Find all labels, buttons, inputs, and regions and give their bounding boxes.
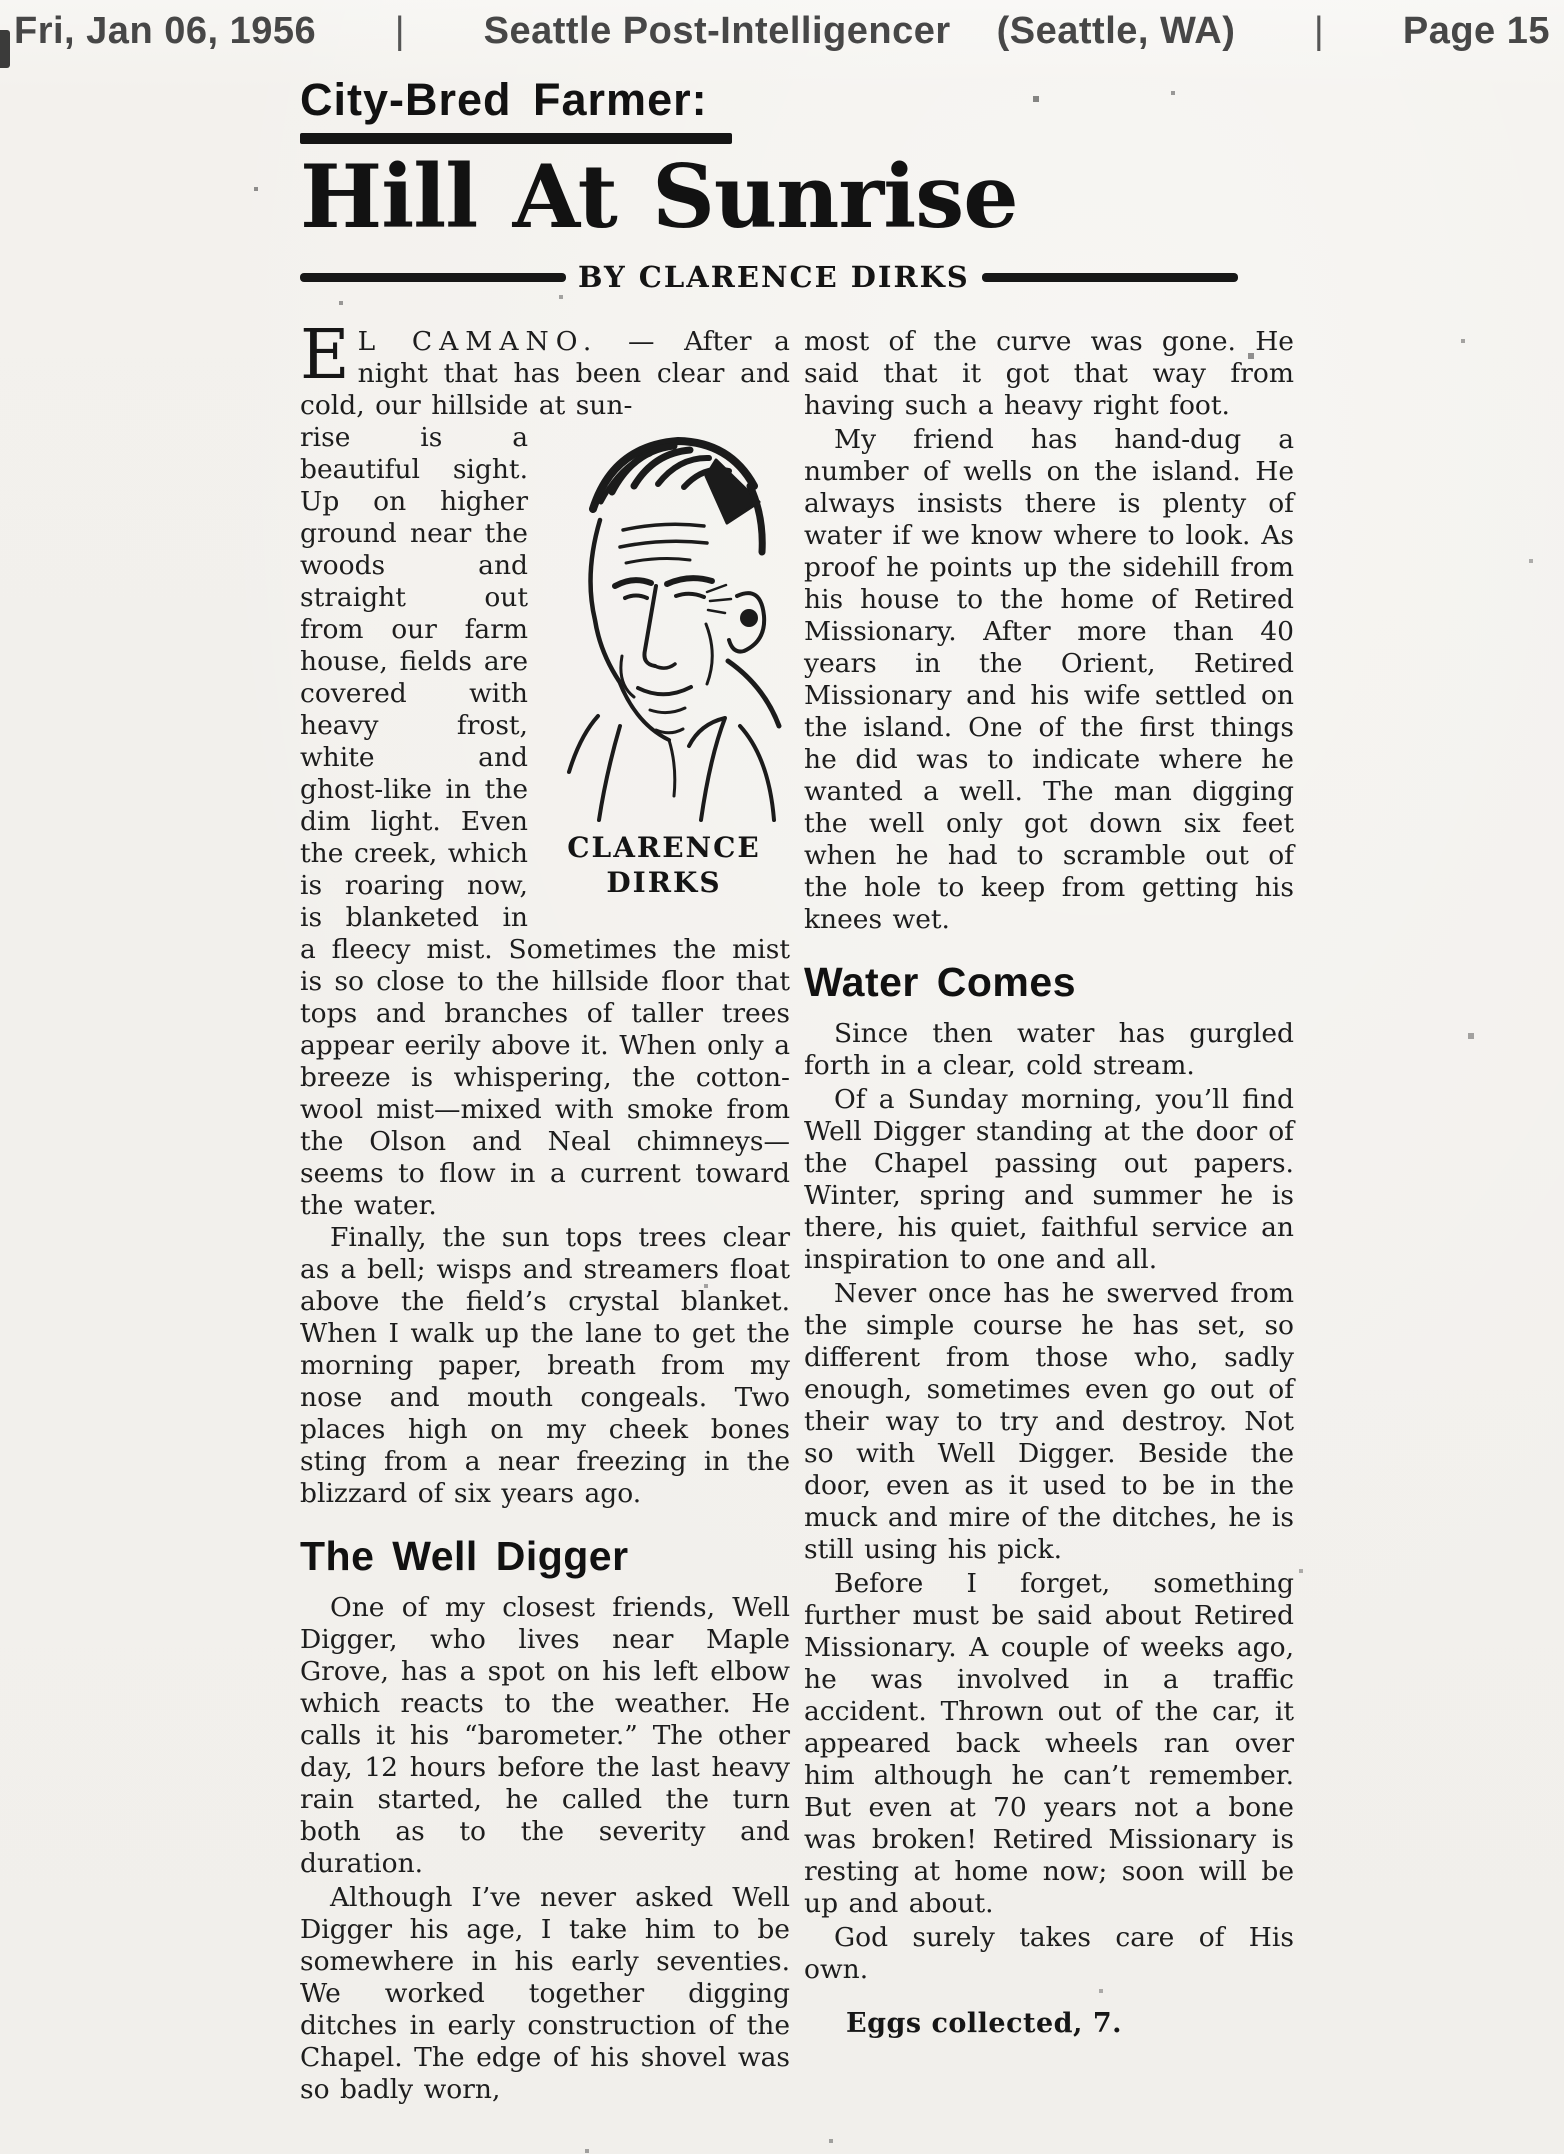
byline-text: BY CLARENCE DIRKS xyxy=(578,260,970,294)
header-page-number: Page 15 xyxy=(1402,9,1550,52)
paragraph: Finally, the sun tops trees clear as a bell; wisps and streamers float above the field’s crystal blanket. When I walk up the lane to get the morning paper, breath from my nose and mouth congeals. Two places high on my cheek bones sting from a near freezing in the blizzard of six years ago. xyxy=(300,1222,790,1509)
headline: Hill At Sunrise xyxy=(300,145,1018,248)
paragraph: God surely takes care of His own. xyxy=(804,1922,1294,1985)
portrait-caption-line: CLARENCE xyxy=(567,831,761,864)
portrait-illustration xyxy=(538,424,790,822)
header-separator: | xyxy=(394,9,406,52)
paragraph-text: rise is a beautiful sight. Up on higher ground near the woods and straight out from our farm house, fields are covered with heavy frost, white and ghost-like in the dim light. Even the creek, which is roaring now, is blanketed in a fleecy mist. Sometimes the mist is so close to the hillside floor that tops and branches of taller trees appear eerily above it. When only a breeze is whispering, the cotton-wool mist—mixed with smoke from the Olson and Neal chimneys—seems to flow in a current toward the water. xyxy=(300,422,790,1221)
paragraph-text: After a night that has been clear and cold, our hillside at sun- xyxy=(300,326,790,421)
drop-cap: E xyxy=(300,316,350,395)
column-left xyxy=(300,316,790,2106)
subhead-water-comes: Water Comes xyxy=(804,959,1076,1005)
header-separator: | xyxy=(1313,9,1325,52)
portrait-caption-line: DIRKS xyxy=(606,866,722,899)
byline-rule-left xyxy=(300,273,566,282)
header-publication: Seattle Post-Intelligencer xyxy=(483,9,951,52)
paragraph: One of my closest friends, Well Digger, who lives near Maple Grove, has a spot on his left elbow which reacts to the weather. He calls it his “barometer.” The other day, 12 hours before the last heavy rain started, he called the turn both as to the severity and duration. xyxy=(300,1592,790,1879)
paragraph: Before I forget, something further must be said about Retired Missionary. A couple of weeks ago, he was involved in a traffic accident. Thrown out of the car, it appeared back wheels ran over him although he can’t remember. But even at 70 years not a bone was broken! Retired Missionary is resting at home now; soon will be up and about. xyxy=(804,1568,1294,1919)
kicker-rule xyxy=(300,133,732,144)
paragraph: Although I’ve never asked Well Digger his age, I take him to be somewhere in his early seventies. We worked together digging ditches in early construction of the Chapel. The edge of his shovel was so badly worn, xyxy=(300,1882,790,2105)
paragraph: Of a Sunday morning, you’ll find Well Digger standing at the door of the Chapel passing out papers. Winter, spring and summer he is there, his quiet, faithful service an inspiration to one and all. xyxy=(804,1084,1294,1275)
paragraph: most of the curve was gone. He said that it got that way from having such a heavy right foot. xyxy=(804,326,1294,421)
byline xyxy=(300,260,1262,294)
kicker: City-Bred Farmer: xyxy=(300,74,708,125)
article-columns xyxy=(300,316,1300,2106)
dateline: L CAMANO. — xyxy=(357,326,662,357)
portrait-figure xyxy=(538,424,790,900)
paragraph: Since then water has gurgled forth in a clear, cold stream. xyxy=(804,1018,1294,1081)
header-publication-group xyxy=(484,10,1236,53)
article xyxy=(300,74,1300,2106)
subhead-well-digger: The Well Digger xyxy=(300,1533,629,1579)
paragraph: Never once has he swerved from the simple course he has set, so different from those who, sadly enough, sometimes even go out of their way to try and destroy. Not so with Well Digger. Beside the door, even as it used to be in the muck and mire of the ditches, he is still using his pick. xyxy=(804,1278,1294,1565)
clipping-header xyxy=(0,0,1564,62)
byline-rule-right xyxy=(982,273,1238,282)
column-right xyxy=(804,326,1294,2106)
closing-line: Eggs collected, 7. xyxy=(846,2008,1123,2039)
header-date: Fri, Jan 06, 1956 xyxy=(14,9,317,52)
paragraph-opening xyxy=(300,316,790,422)
paragraph-continuation xyxy=(300,422,790,1222)
portrait-caption xyxy=(538,830,790,900)
header-location: (Seattle, WA) xyxy=(996,9,1236,52)
paragraph: My friend has hand-dug a number of wells on the island. He always insists there is plenty of water if we know where to look. As proof he points up the sidehill from his house to the home of Retired Missionary. After more than 40 years in the Orient, Retired Missionary and his wife settled on the island. One of the first things he did was to indicate where he wanted a well. The man digging the well only got down six feet when he had to scramble out of the hole to keep from getting his knees wet. xyxy=(804,424,1294,935)
